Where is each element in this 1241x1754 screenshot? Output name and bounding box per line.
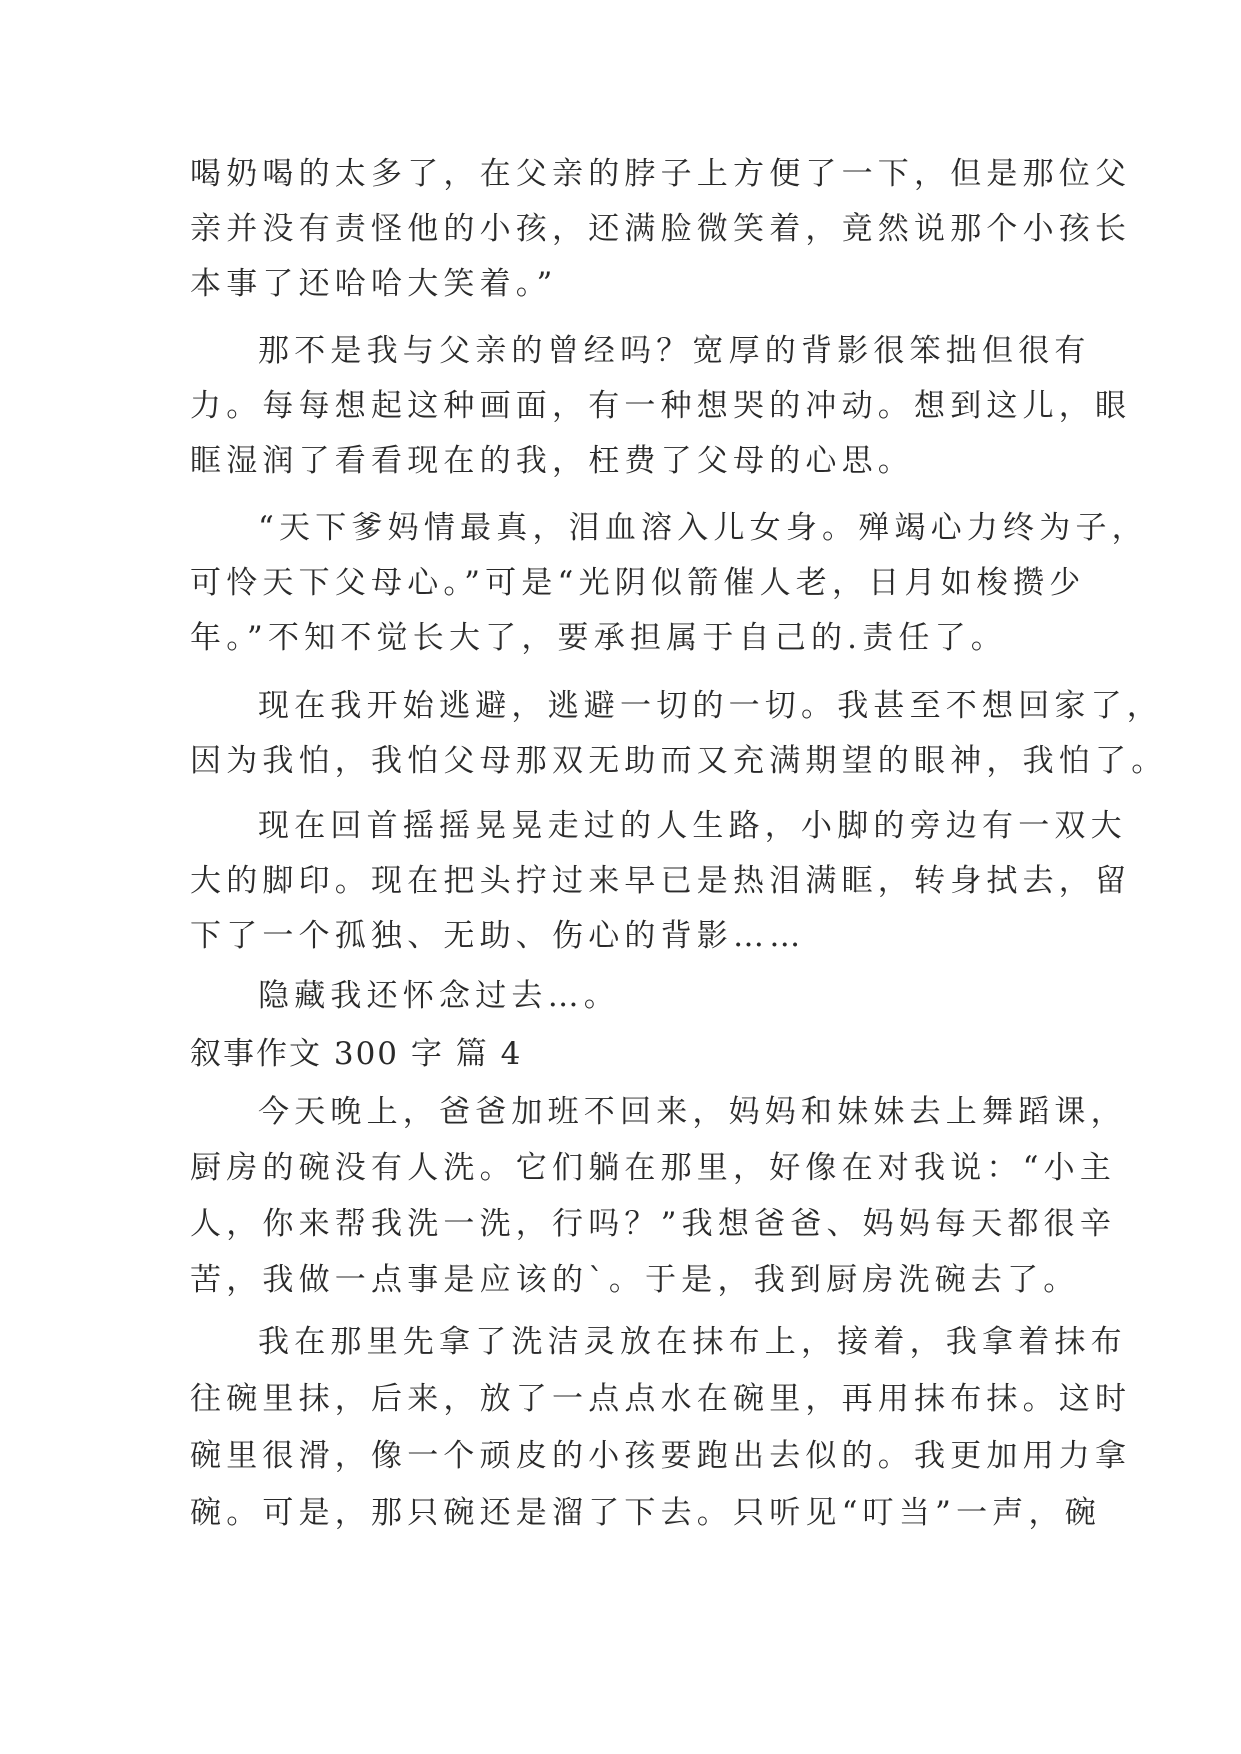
text-line: 苦，我做一点事是应该的`。于是，我到厨房洗碗去了。 [190,1262,1080,1298]
text-line: 年。”不知不觉长大了，要承担属于自己的.责任了。 [190,620,1007,656]
text-line: “天下爹妈情最真，泪血溶入儿女身。殚竭心力终为子， [258,510,1148,546]
text-line: 下了一个孤独、无助、伤心的背影…… [190,918,806,954]
text-line: 因为我怕，我怕父母那双无助而又充满期望的眼神，我怕了。 [190,743,1168,779]
text-line: 隐藏我还怀念过去…。 [258,978,620,1014]
text-line: 力。每每想起这种画面，有一种想哭的冲动。想到这儿，眼 [190,388,1132,424]
text-line: 喝奶喝的太多了，在父亲的脖子上方便了一下，但是那位父 [190,156,1132,192]
text-line: 今天晚上，爸爸加班不回来，妈妈和妹妹去上舞蹈课， [258,1094,1127,1130]
text-line: 现在回首摇摇晃晃走过的人生路，小脚的旁边有一双大 [258,808,1127,844]
text-line: 可怜天下父母心。”可是“光阴似箭催人老，日月如梭攒少 [190,565,1086,601]
section-heading: 叙事作文 300 字 篇 4 [190,1036,523,1072]
text-line: 亲并没有责怪他的小孩，还满脸微笑着，竟然说那个小孩长 [190,211,1132,247]
text-line: 碗。可是，那只碗还是溜了下去。只听见“叮当”一声，碗 [190,1495,1101,1531]
text-line: 厨房的碗没有人洗。它们躺在那里，好像在对我说：“小主 [190,1150,1117,1186]
text-line: 往碗里抹，后来，放了一点点水在碗里，再用抹布抹。这时 [190,1381,1132,1417]
text-line: 现在我开始逃避，逃避一切的一切。我甚至不想回家了， [258,688,1163,724]
text-line: 那不是我与父亲的曾经吗？宽厚的背影很笨拙但很有 [258,333,1091,369]
text-line: 我在那里先拿了洗洁灵放在抹布上，接着，我拿着抹布 [258,1324,1127,1360]
text-line: 碗里很滑，像一个顽皮的小孩要跑出去似的。我更加用力拿 [190,1438,1132,1474]
text-line: 人，你来帮我洗一洗，行吗？”我想爸爸、妈妈每天都很辛 [190,1206,1117,1242]
text-line: 本事了还哈哈大笑着。” [190,266,558,302]
text-line: 眶湿润了看看现在的我，枉费了父母的心思。 [190,443,914,479]
text-line: 大的脚印。现在把头拧过来早已是热泪满眶，转身拭去，留 [190,863,1132,899]
